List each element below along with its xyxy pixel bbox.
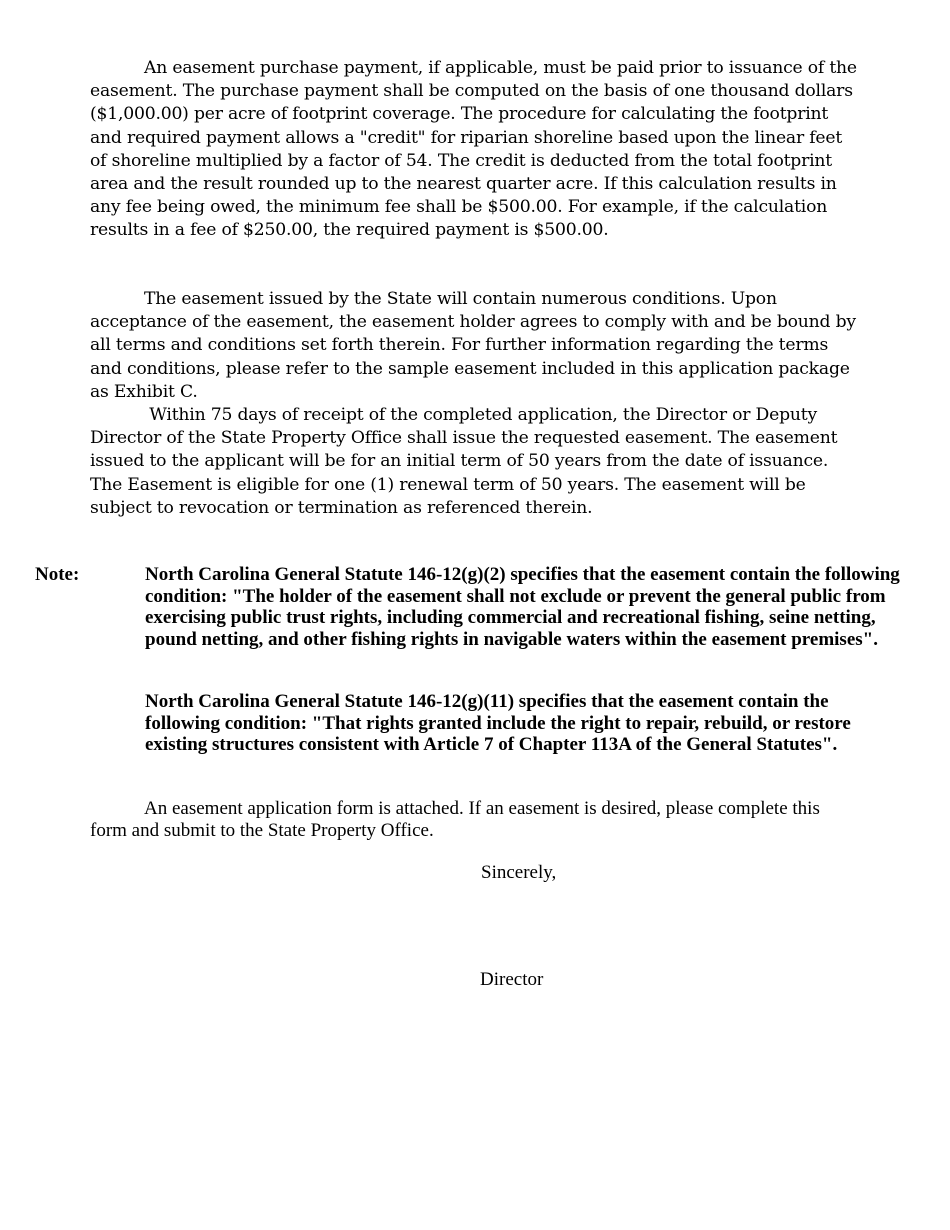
payment-paragraph-text: An easement purchase payment, if applicable, must be paid prior to issuance of the easement. The purchase payment shall be computed on the basis of one thousand dollars ($1,000.00) per acre of footprint coverage. The procedure for calculating the footprint and required payment allows a "credit" for riparian shoreline based upon the linear feet of shoreline multiplied by a factor of 54. The credit is deducted from the total footprint area and the result rounded up to the nearest quarter acre. If this calculation results in any fee being owed, the minimum fee shall be $500.00. For example, if the calculation results in a fee of $250.00, the required payment is $500.00. (90, 58, 857, 241)
issuance-paragraph (90, 404, 860, 520)
statute-note-1 (35, 564, 915, 650)
statute-note-2 (145, 691, 860, 756)
signer-title: Director (480, 969, 544, 990)
note-label: Note: (35, 564, 80, 585)
payment-paragraph (90, 57, 860, 243)
closing-salutation: Sincerely, (481, 862, 557, 883)
issuance-paragraph-text: Within 75 days of receipt of the completed application, the Director or Deputy Director of the State Property Office shall issue the requested easement. The easement issued to the applicant will be for an initial term of 50 years from the date of issuance. The Easement is eligible for one (1) renewal term of 50 years. The easement will be subject to revocation or termination as referenced therein. (90, 405, 838, 518)
application-form-paragraph-text: An easement application form is attached. If an easement is desired, please complete this form and submit to the State Property Office. (90, 798, 820, 841)
statute-note-2-text: North Carolina General Statute 146-12(g)(11) specifies that the easement contain the following condition: "That rights granted include the right to repair, rebuild, or restore existing structures consistent with Article 7 of Chapter 113A of the General Statutes". (145, 691, 851, 755)
statute-note-1-text: North Carolina General Statute 146-12(g)(2) specifies that the easement contain the following condition: "The holder of the easement shall not exclude or prevent the general public from exercising public trust rights, including commercial and recreational fishing, seine netting, pound netting, and other fishing rights in navigable waters within the easement premises". (145, 564, 900, 650)
application-form-paragraph (90, 798, 860, 841)
conditions-paragraph (90, 288, 860, 404)
conditions-paragraph-text: The easement issued by the State will contain numerous conditions. Upon acceptance of the easement, the easement holder agrees to comply with and be bound by all terms and conditions set forth therein. For further information regarding the terms and conditions, please refer to the sample easement included in this application package as Exhibit C. (90, 289, 856, 402)
